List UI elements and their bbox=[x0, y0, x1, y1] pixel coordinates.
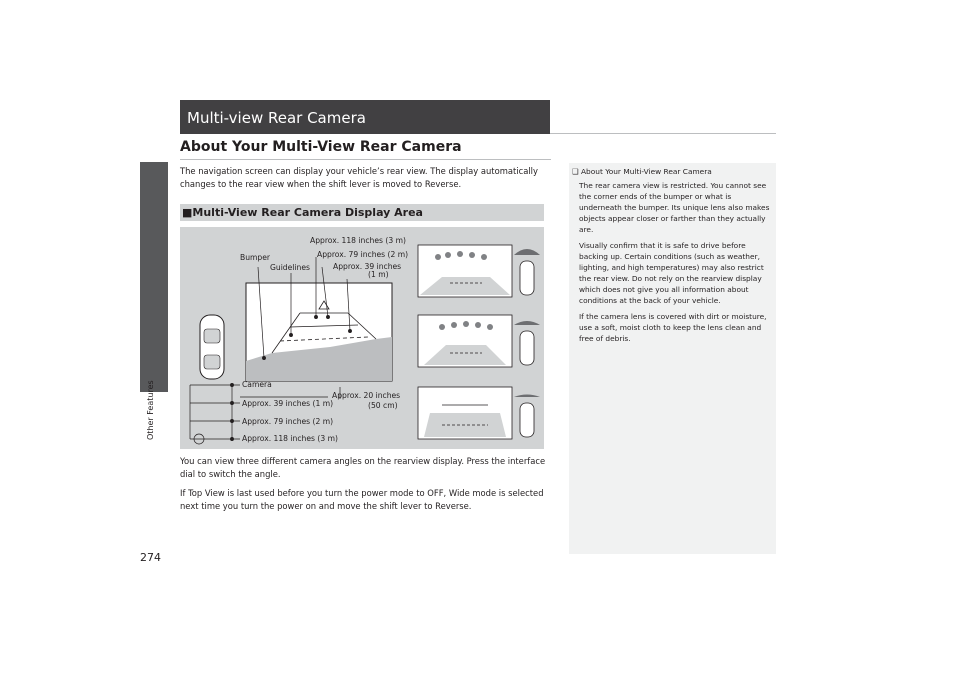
side-label: Other Features bbox=[146, 380, 155, 440]
intro-text: The navigation screen can display your vehicle’s rear view. The display automatically changes to the rear view when the shift lever is moved to Reverse. bbox=[180, 166, 538, 189]
title-rule bbox=[550, 133, 776, 134]
label-camera: Camera bbox=[242, 380, 272, 389]
camera-diagram bbox=[180, 227, 544, 449]
sidebar-paragraph: The rear camera view is restricted. You cannot see the corner ends of the bumper or what is underneath the bumper. Its unique lens also makes objects appear closer or farther than they actually are. bbox=[579, 181, 770, 234]
sidebar-title bbox=[572, 167, 712, 176]
display-area-heading bbox=[180, 204, 544, 221]
section-heading: About Your Multi-View Rear Camera bbox=[180, 139, 462, 155]
side-tab bbox=[140, 162, 168, 392]
reference-icon: ❑ bbox=[572, 167, 579, 176]
label-bumper: Bumper bbox=[240, 253, 271, 262]
sidebar-paragraph: If the camera lens is covered with dirt or moisture, use a soft, moist cloth to keep the lens clean and free of debris. bbox=[579, 312, 767, 343]
label-guidelines: Guidelines bbox=[270, 263, 310, 272]
label-side-118: Approx. 118 inches (3 m) bbox=[242, 434, 338, 443]
label-side-79: Approx. 79 inches (2 m) bbox=[242, 417, 334, 426]
chapter-title: Multi-view Rear Camera bbox=[187, 109, 366, 127]
paragraph-top-view: If Top View is last used before you turn the power mode to OFF, Wide mode is selected next time you turn the power on and move the shift lever to Reverse. bbox=[180, 488, 544, 511]
car-top-view bbox=[200, 315, 224, 379]
label-approx-39: Approx. 39 inches bbox=[333, 262, 402, 271]
label-approx-118: Approx. 118 inches (3 m) bbox=[310, 236, 406, 245]
sidebar-body bbox=[579, 180, 771, 349]
section-rule bbox=[180, 159, 551, 160]
label-side-39: Approx. 39 inches (1 m) bbox=[242, 399, 334, 408]
display-area-heading-text: ■Multi-View Rear Camera Display Area bbox=[182, 206, 423, 219]
page-number: 274 bbox=[140, 551, 161, 564]
label-approx-20-metric: (50 cm) bbox=[368, 401, 398, 410]
sidebar-paragraph: Visually confirm that it is safe to drive before backing up. Certain conditions (such as weather, lighting, and high temperatures) may also restrict the rear view. Do not rely on the rearview display which does not give you all information about conditions at the back of your vehicle. bbox=[579, 241, 764, 305]
label-approx-39-metric: (1 m) bbox=[368, 270, 389, 279]
paragraph-camera-angles: You can view three different camera angles on the rearview display. Press the interface dial to switch the angle. bbox=[180, 456, 546, 479]
camera-diagram-graphic bbox=[180, 227, 544, 449]
label-approx-20: Approx. 20 inches bbox=[332, 391, 401, 400]
sidebar-title-text: About Your Multi-View Rear Camera bbox=[581, 167, 712, 176]
label-approx-79: Approx. 79 inches (2 m) bbox=[317, 250, 409, 259]
